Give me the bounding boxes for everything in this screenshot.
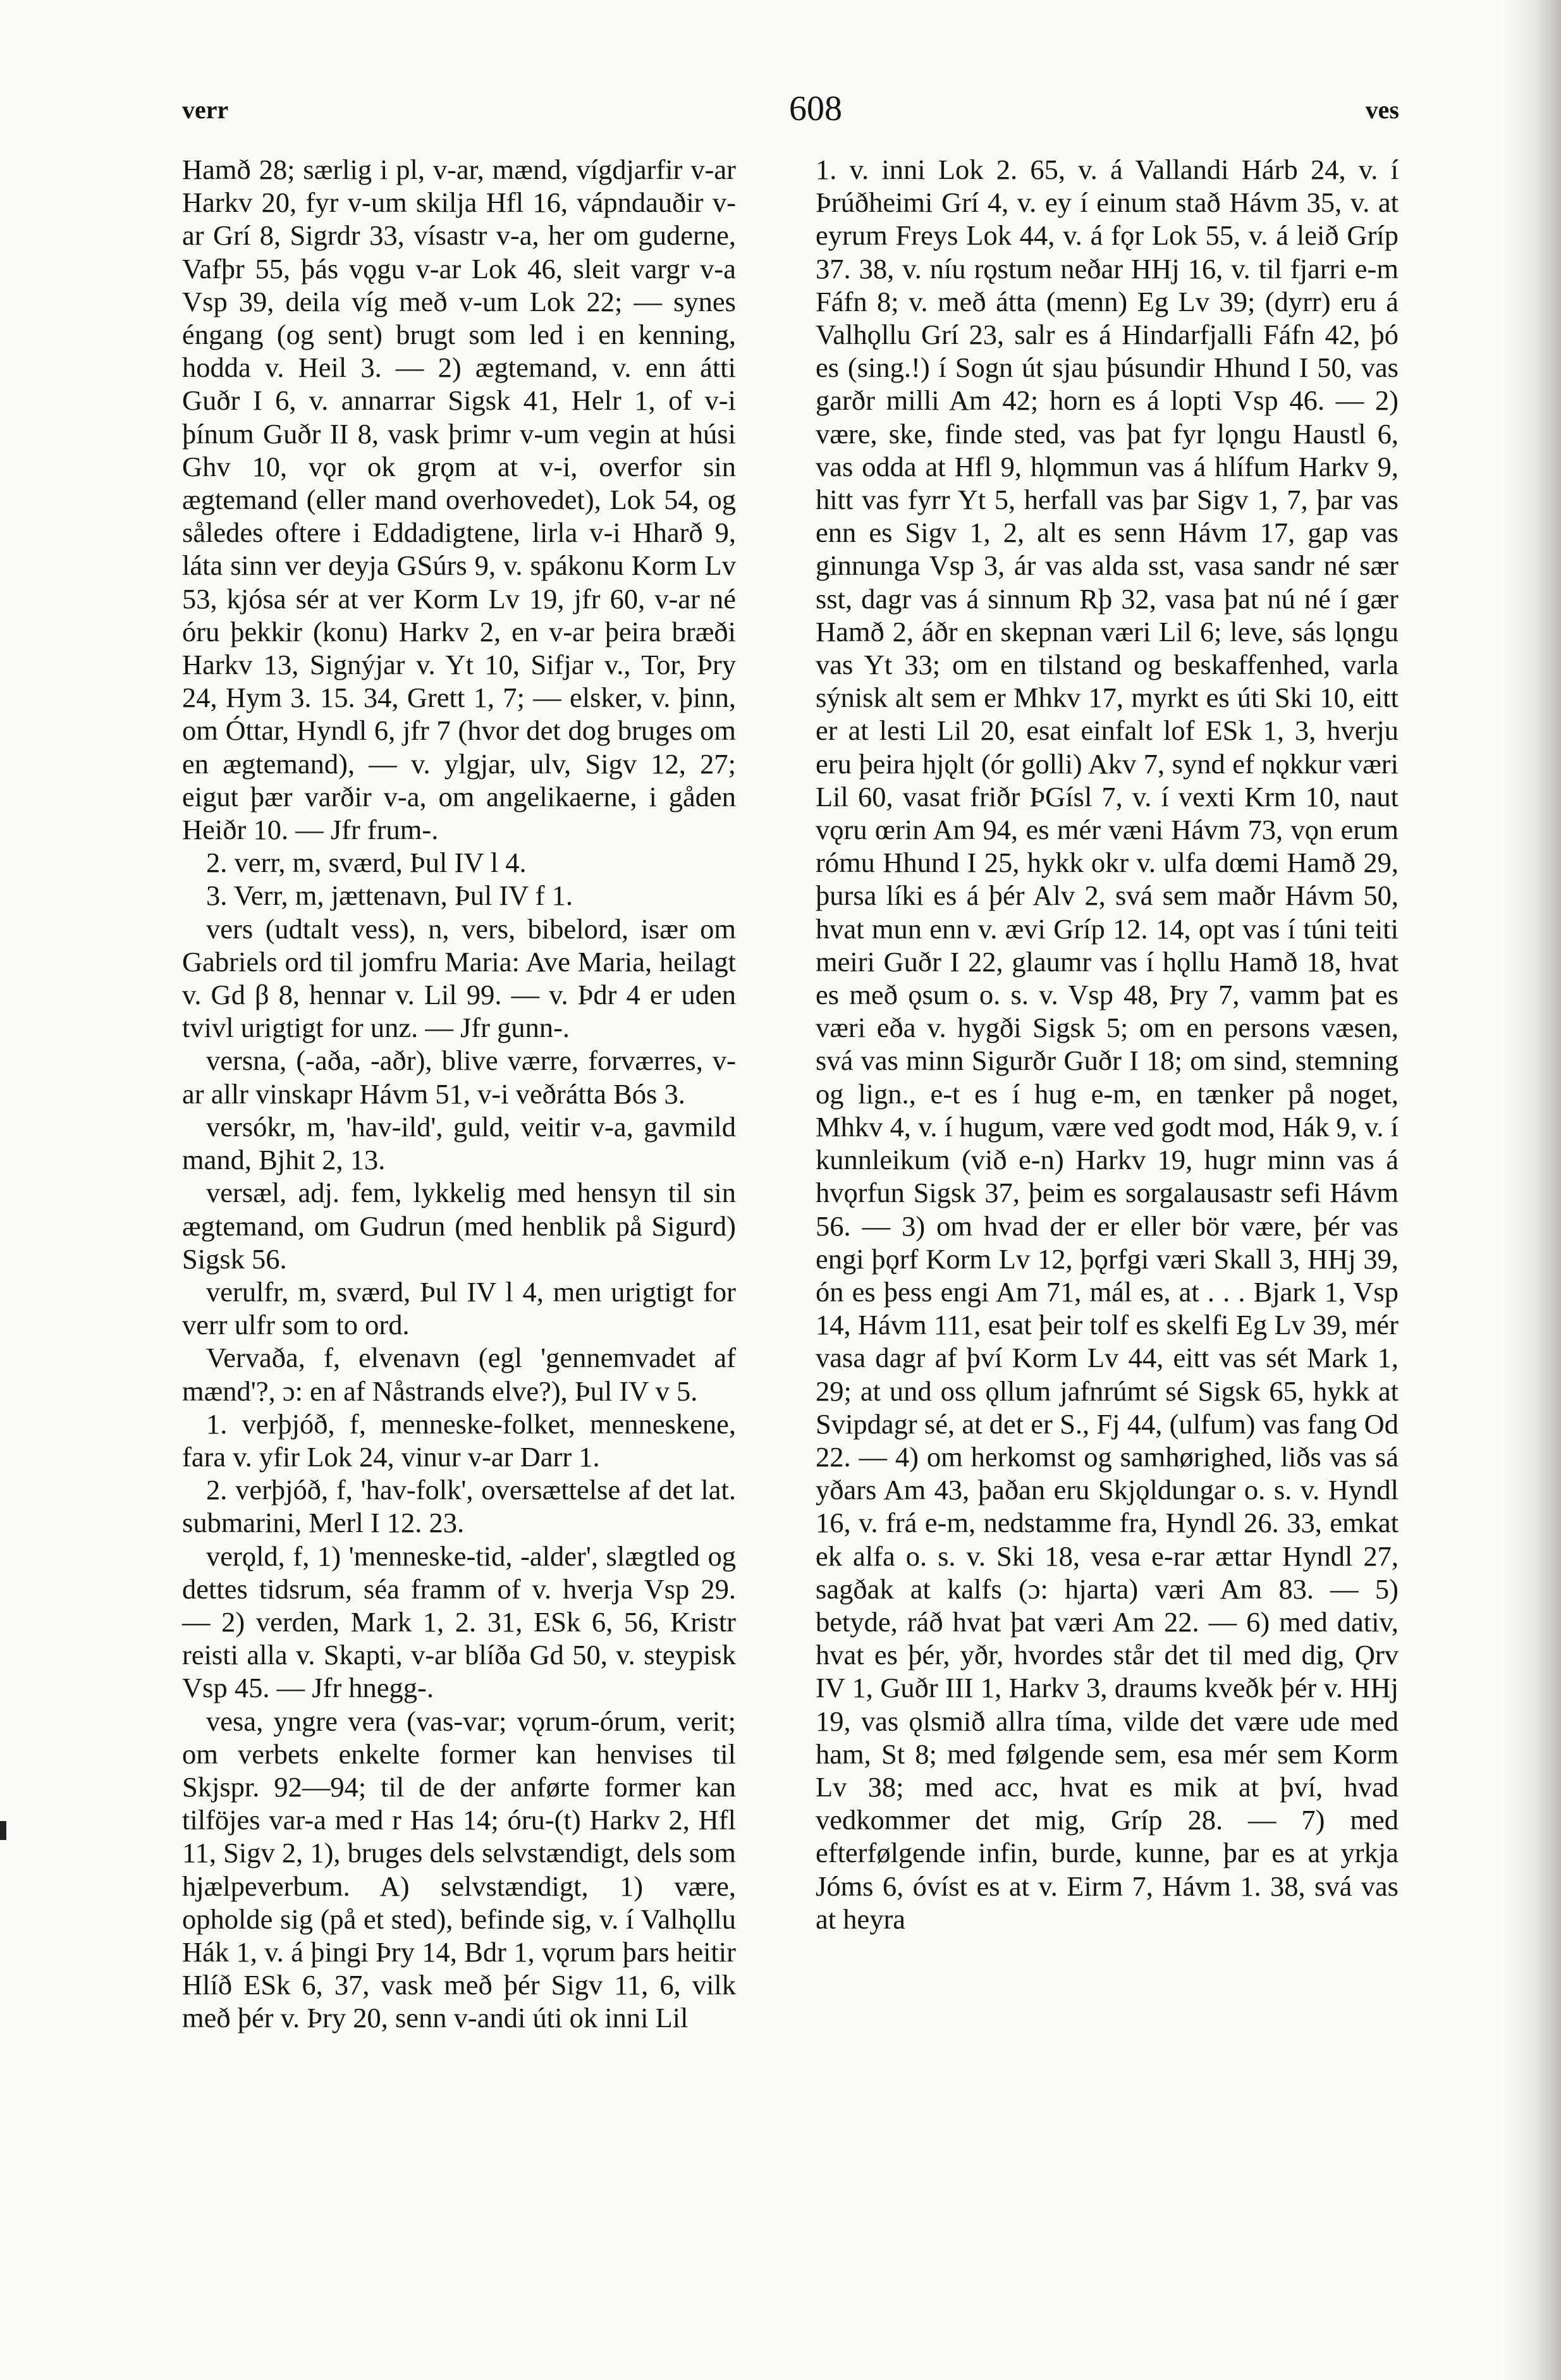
entry-verr-2: 2. verr, m, sværd, Þul IV l 4. <box>206 847 527 879</box>
left-column <box>182 153 736 2035</box>
running-head-left: verr <box>182 95 229 124</box>
entry-versna: versna, (-aða, -aðr), blive værre, forværres, v-ar allr vinskapr Hávm 51, v-i veðrátta Bós 3. <box>182 1045 736 1110</box>
entry-verr-3: 3. Verr, m, jættenavn, Þul IV f 1. <box>206 880 573 912</box>
running-head-right: ves <box>1365 95 1399 124</box>
entry-continuation: Hamð 28; særlig i pl, v-ar, mænd, vígdjarfir v-ar Harkv 20, fyr v-um skilja Hfl 16, vápndauðir v-ar Grí 8, Sigrdr 33, vísastr v-a, her om guderne, Vafþr 55, þás vǫgu v-ar Lok 46, sleit vargr v-a Vsp 39, deila víg með v-um Lok 22; — synes éngang (og sent) brugt som led i en kenning, hodda v. Heil 3. — 2) ægtemand, v. enn átti Guðr I 6, v. annarrar Sigsk 41, Helr 1, of v-i þínum Guðr II 8, vask þrimr v-um vegin at húsi Ghv 10, vǫr ok grǫm at v-i, overfor sin ægtemand (eller mand overhovedet), Lok 54, og således oftere i Eddadigtene, lirla v-i Hharð 9, láta sinn ver deyja GSúrs 9, v. spákonu Korm Lv 53, kjósa sér at ver Korm Lv 19, jfr 60, v-ar né óru þekkir (konu) Harkv 2, en v-ar þeira bræði Harkv 13, Signýjar v. Yt 10, Sifjar v., Tor, Þry 24, Hym 3. 15. 34, Grett 1, 7; — elsker, v. þinn, om Óttar, Hyndl 6, jfr 7 (hvor det dog bruges om en ægtemand), — v. ylgjar, ulv, Sigv 12, 27; eigut þær varðir v-a, om angelikaerne, i gåden Heiðr 10. — Jfr frum-. <box>182 154 736 846</box>
entry-versael: versæl, adj. fem, lykkelig med hensyn til sin ægtemand, om Gudrun (med henblik på Sigurd) Sigsk 56. <box>182 1177 736 1275</box>
entry-vervada: Vervaða, f, elvenavn (egl 'gennemvadet af mænd'?, ɔ: en af Nåstrands elve?), Þul IV v 5. <box>182 1342 736 1407</box>
entry-verthjod-1: 1. verþjóð, f, menneske-folket, menneskene, fara v. yfir Lok 24, vinur v-ar Darr 1. <box>182 1408 736 1473</box>
entry-vesa-continued: 1. v. inni Lok 2. 65, v. á Vallandi Hárb 24, v. í Þrúðheimi Grí 4, v. ey í einum stað Hávm 35, v. at eyrum Freys Lok 44, v. á fǫr Lok 55, v. á leið Gríp 37. 38, v. níu rǫstum neðar HHj 16, v. til fjarri e-m Fáfn 8; v. með átta (menn) Eg Lv 39; (dyrr) eru á Valhǫllu Grí 23, salr es á Hindarfjalli Fáfn 42, þó es (sing.!) í Sogn út sjau þúsundir Hhund I 50, vas garðr milli Am 42; horn es á lopti Vsp 46. — 2) være, ske, finde sted, vas þat fyr lǫngu Haustl 6, vas odda at Hfl 9, hlǫmmun vas á hlífum Harkv 9, hitt vas fyrr Yt 5, herfall vas þar Sigv 1, 7, þar vas enn es Sigv 1, 2, alt es senn Hávm 17, gap vas ginnunga Vsp 3, ár vas alda sst, vasa sandr né sær sst, dagr vas á sinnum Rþ 32, vasa þat nú né í gær Hamð 2, áðr en skepnan væri Lil 6; leve, sás lǫngu vas Yt 33; om en tilstand og beskaffenhed, varla sýnisk alt sem er Mhkv 17, myrkt es úti Ski 10, eitt er at lesti Lil 20, esat einfalt lof ESk 1, 3, hverju eru þeira hjǫlt (ór golli) Akv 7, synd ef nǫkkur væri Lil 60, vasat friðr ÞGísl 7, v. í vexti Krm 10, naut vǫru œrin Am 94, es mér væni Hávm 73, vǫn erum rómu Hhund I 25, hykk okr v. ulfa dœmi Hamð 29, þursa líki es á þér Alv 2, svá sem maðr Hávm 50, hvat mun enn v. ævi Gríp 12. 14, opt vas í túni teiti meiri Guðr I 22, glaumr vas í hǫllu Hamð 18, hvat es með ǫsum o. s. v. Vsp 48, Þry 7, vamm þat es væri eða v. hygði Sigsk 5; om en persons væsen, svá vas minn Sigurðr Guðr I 18; om sind, stemning og lign., e-t es í hug e-m, en tænker på noget, Mhkv 4, v. í hugum, være ved godt mod, Hák 9, v. í kunnleikum (við e-n) Harkv 19, hugr minn vas á hvǫrfun Sigsk 37, þeim es sorgalausastr sefi Hávm 56. — 3) om hvad der er eller bör være, þér vas engi þǫrf Korm Lv 12, þǫrfgi væri Skall 3, HHj 39, ón es þess engi Am 71, mál es, at . . . Bjark 1, Vsp 14, Hávm 111, esat þeir tolf es skelfi Eg Lv 39, mér vasa dagr af því Korm Lv 44, eitt vas sét Mark 1, 29; at und oss ǫllum jafnrúmt sé Sigsk 65, hykk at Svipdagr sé, at det er S., Fj 44, (ulfum) vas fang Od 22. — 4) om herkomst og samhørighed, liðs vas sá yðars Am 43, þaðan eru Skjǫldungar o. s. v. Hyndl 16, v. frá e-m, nedstamme fra, Hyndl 26. 33, emkat ek alfa o. s. v. Ski 18, vesa e-rar ættar Hyndl 27, sagðak at kalfs (ɔ: hjarta) væri Am 83. — 5) betyde, ráð hvat þat væri Am 22. — 6) med dativ, hvat es þér, yðr, hvordes står det til med dig, Ǫrv IV 1, Guðr III 1, Harkv 3, draums kveðk þér v. HHj 19, vas ǫlsmið allra tíma, vilde det være ude med ham, St 8; med følgende sem, esa mér sem Korm Lv 38; med acc, hvat es mik at því, hvad vedkommer det mig, Gríp 28. — 7) med efterfølgende infin, burde, kunne, þar es at yrkja Jóms 6, óvíst es at v. Eirm 7, Hávm 1. 38, svá vas at heyra <box>816 154 1399 1935</box>
entry-verthjod-2: 2. verþjóð, f, 'hav-folk', oversættelse af det lat. submarini, Merl I 12. 23. <box>182 1474 736 1539</box>
entry-vers: vers (udtalt vess), n, vers, bibelord, især om Gabriels ord til jomfru Maria: Ave Maria, heilagt v. Gd β 8, hennar v. Lil 99. — v. Þdr 4 er uden tvivl urigtigt for unz. — Jfr gunn-. <box>182 912 736 1044</box>
entry-vesa: vesa, yngre vera (vas-var; vǫrum-órum, verit; om verbets enkelte former kan henvises til Skjspr. 92—94; til de der anførte former kan tilföjes var-a med r Has 14; óru-(t) Harkv 2, Hfl 11, Sigv 2, 1), bruges dels selvstændigt, dels som hjælpeverbum. A) selvstændigt, 1) være, opholde sig (på et sted), befinde sig, v. í Valhǫllu Hák 1, v. á þingi Þry 14, Bdr 1, vǫrum þars heitir Hlíð ESk 6, 37, vask með þér Sigv 11, 6, vilk með þér v. Þry 20, senn v-andi úti ok inni Lil <box>182 1705 736 2034</box>
page-edge-shadow <box>1504 0 1561 2380</box>
right-column <box>816 153 1399 1935</box>
page-number: 608 <box>789 89 842 128</box>
entry-verulfr: verulfr, m, sværd, Þul IV l 4, men urigtigt for verr ulfr som to ord. <box>182 1275 736 1341</box>
entry-verold: verǫld, f, 1) 'menneske-tid, -alder', slægtled og dettes tidsrum, séa framm of v. hverja Vsp 29. — 2) verden, Mark 1, 2. 31, ESk 6, 56, Kristr reisti alla v. Skapti, v-ar blíða Gd 50, v. steypisk Vsp 45. — Jfr hnegg-. <box>182 1540 736 1704</box>
entry-versokr: versókr, m, 'hav-ild', guld, veitir v-a, gavmild mand, Bjhit 2, 13. <box>182 1110 736 1176</box>
margin-mark <box>0 1821 6 1840</box>
